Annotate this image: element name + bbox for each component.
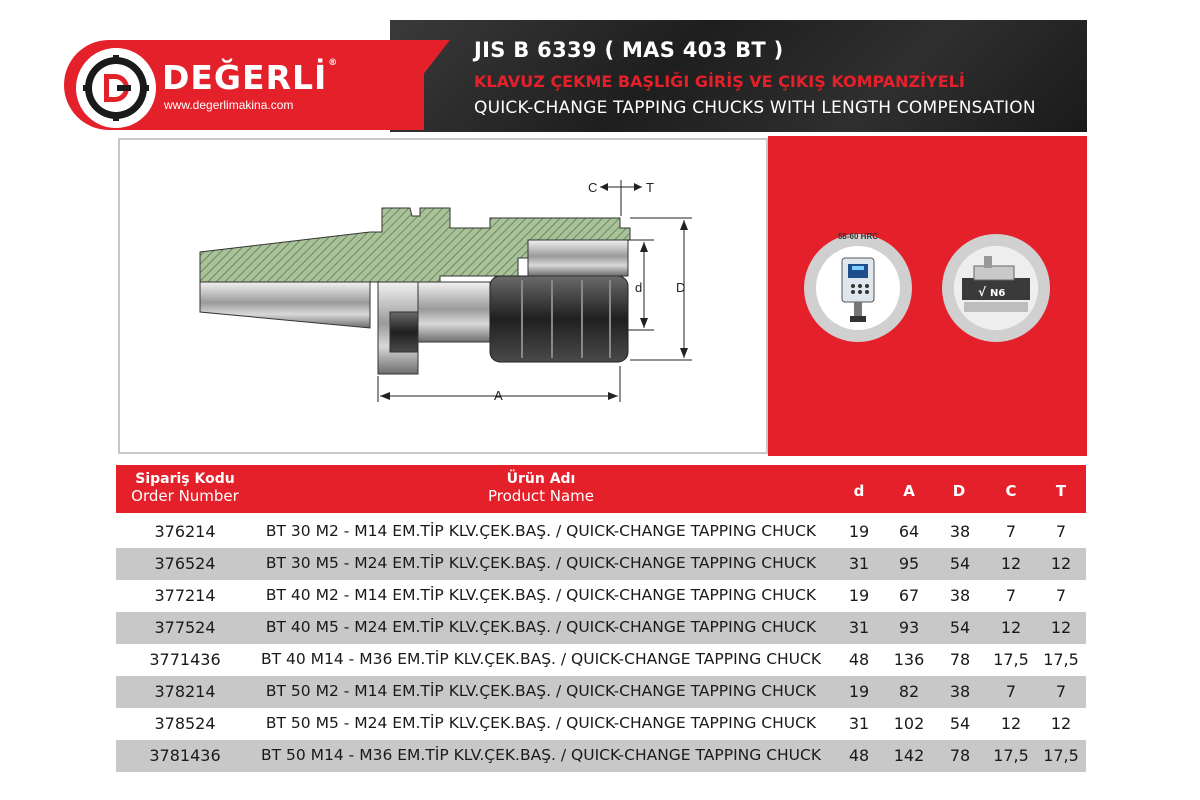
col-order-number: Sipariş Kodu Order Number bbox=[131, 471, 239, 505]
cell-d: 19 bbox=[848, 522, 870, 541]
cell-c: 17,5 bbox=[993, 650, 1029, 669]
cell-c: 17,5 bbox=[993, 746, 1029, 765]
table-row bbox=[116, 708, 1086, 740]
cell-D: 38 bbox=[949, 586, 971, 605]
cell-d: 31 bbox=[848, 714, 870, 733]
cell-d: 19 bbox=[848, 586, 870, 605]
cell-D: 38 bbox=[949, 682, 971, 701]
cell-a: 64 bbox=[898, 522, 920, 541]
cell-c: 12 bbox=[1000, 714, 1022, 733]
dim-label-D: D bbox=[676, 280, 686, 295]
col-a: A bbox=[903, 482, 915, 500]
cell-c: 12 bbox=[1000, 554, 1022, 573]
standard-title: JIS B 6339 ( MAS 403 BT ) bbox=[474, 38, 784, 62]
hardness-label: 58-60 HRC bbox=[837, 232, 878, 241]
cell-code: 376214 bbox=[154, 522, 216, 541]
brand-name: DEĞERLİ® bbox=[162, 58, 339, 97]
cell-t: 17,5 bbox=[1043, 650, 1079, 669]
table-row bbox=[116, 612, 1086, 644]
cell-c: 12 bbox=[1000, 618, 1022, 637]
cell-t: 12 bbox=[1050, 714, 1072, 733]
cell-D: 38 bbox=[949, 522, 971, 541]
cell-name: BT 40 M14 - M36 EM.TİP KLV.ÇEK.BAŞ. / QUICK-CHANGE TAPPING CHUCK bbox=[260, 650, 822, 668]
cell-code: 377524 bbox=[154, 618, 216, 637]
cell-a: 82 bbox=[898, 682, 920, 701]
cell-name: BT 50 M14 - M36 EM.TİP KLV.ÇEK.BAŞ. / QUICK-CHANGE TAPPING CHUCK bbox=[260, 746, 822, 764]
surface-finish-icon bbox=[954, 246, 1038, 330]
cell-a: 95 bbox=[898, 554, 920, 573]
cell-code: 3781436 bbox=[149, 746, 221, 765]
tapping-chuck-drawing bbox=[120, 140, 766, 452]
cell-c: 7 bbox=[1005, 586, 1017, 605]
cell-D: 54 bbox=[949, 714, 971, 733]
cell-d: 48 bbox=[848, 746, 870, 765]
cell-code: 377214 bbox=[154, 586, 216, 605]
cell-c: 7 bbox=[1005, 682, 1017, 701]
table-row bbox=[116, 676, 1086, 708]
cell-D: 78 bbox=[949, 746, 971, 765]
cell-t: 7 bbox=[1055, 586, 1067, 605]
table-header bbox=[116, 465, 1086, 513]
cell-name: BT 50 M5 - M24 EM.TİP KLV.ÇEK.BAŞ. / QUICK-CHANGE TAPPING CHUCK bbox=[265, 714, 817, 732]
cell-D: 78 bbox=[949, 650, 971, 669]
svg-text:√: √ bbox=[978, 285, 987, 299]
table-row bbox=[116, 644, 1086, 676]
brand-ribbon-slant bbox=[380, 40, 450, 130]
cell-D: 54 bbox=[949, 554, 971, 573]
col-product-name: Ürün Adı Product Name bbox=[488, 471, 594, 505]
cell-name: BT 40 M5 - M24 EM.TİP KLV.ÇEK.BAŞ. / QUICK-CHANGE TAPPING CHUCK bbox=[265, 618, 817, 636]
table-row bbox=[116, 740, 1086, 772]
cell-c: 7 bbox=[1005, 522, 1017, 541]
feature-panel bbox=[768, 136, 1087, 456]
brand-url: www.degerlimakina.com bbox=[164, 98, 294, 112]
cell-code: 378214 bbox=[154, 682, 216, 701]
cell-code: 378524 bbox=[154, 714, 216, 733]
gear-logo-icon bbox=[82, 54, 150, 122]
cell-a: 93 bbox=[898, 618, 920, 637]
hardness-badge bbox=[804, 234, 912, 342]
cell-name: BT 40 M2 - M14 EM.TİP KLV.ÇEK.BAŞ. / QUICK-CHANGE TAPPING CHUCK bbox=[265, 586, 817, 604]
cell-d: 31 bbox=[848, 618, 870, 637]
cell-D: 54 bbox=[949, 618, 971, 637]
cell-a: 142 bbox=[893, 746, 925, 765]
cell-code: 376524 bbox=[154, 554, 216, 573]
svg-text:N6: N6 bbox=[990, 288, 1006, 299]
dim-label-A: A bbox=[494, 388, 503, 403]
company-logo bbox=[76, 48, 156, 128]
surface-finish-badge bbox=[942, 234, 1050, 342]
cell-d: 19 bbox=[848, 682, 870, 701]
table-row bbox=[116, 548, 1086, 580]
table-row bbox=[116, 580, 1086, 612]
dim-label-d: d bbox=[635, 280, 643, 295]
product-title-tr: KLAVUZ ÇEKME BAŞLIĞI GİRİŞ VE ÇIKIŞ KOMPANZİYELİ bbox=[474, 72, 965, 91]
cell-a: 136 bbox=[893, 650, 925, 669]
product-title-en: QUICK-CHANGE TAPPING CHUCKS WITH LENGTH COMPENSATION bbox=[474, 98, 1036, 118]
cell-name: BT 30 M5 - M24 EM.TİP KLV.ÇEK.BAŞ. / QUICK-CHANGE TAPPING CHUCK bbox=[265, 554, 817, 572]
cell-d: 31 bbox=[848, 554, 870, 573]
cell-t: 7 bbox=[1055, 682, 1067, 701]
technical-drawing bbox=[118, 138, 768, 454]
cell-a: 102 bbox=[893, 714, 925, 733]
cell-t: 12 bbox=[1050, 554, 1072, 573]
cell-name: BT 50 M2 - M14 EM.TİP KLV.ÇEK.BAŞ. / QUICK-CHANGE TAPPING CHUCK bbox=[265, 682, 817, 700]
dim-label-c: C bbox=[588, 180, 598, 195]
col-D: D bbox=[952, 482, 966, 500]
cell-a: 67 bbox=[898, 586, 920, 605]
cell-d: 48 bbox=[848, 650, 870, 669]
col-c: C bbox=[1005, 482, 1017, 500]
cell-name: BT 30 M2 - M14 EM.TİP KLV.ÇEK.BAŞ. / QUICK-CHANGE TAPPING CHUCK bbox=[265, 522, 817, 540]
col-d: d bbox=[853, 482, 865, 500]
cell-t: 17,5 bbox=[1043, 746, 1079, 765]
dim-label-t: T bbox=[646, 180, 654, 195]
hardness-tester-icon bbox=[816, 246, 900, 330]
cell-t: 7 bbox=[1055, 522, 1067, 541]
cell-t: 12 bbox=[1050, 618, 1072, 637]
col-t: T bbox=[1055, 482, 1067, 500]
table-row bbox=[116, 516, 1086, 548]
cell-code: 3771436 bbox=[149, 650, 221, 669]
